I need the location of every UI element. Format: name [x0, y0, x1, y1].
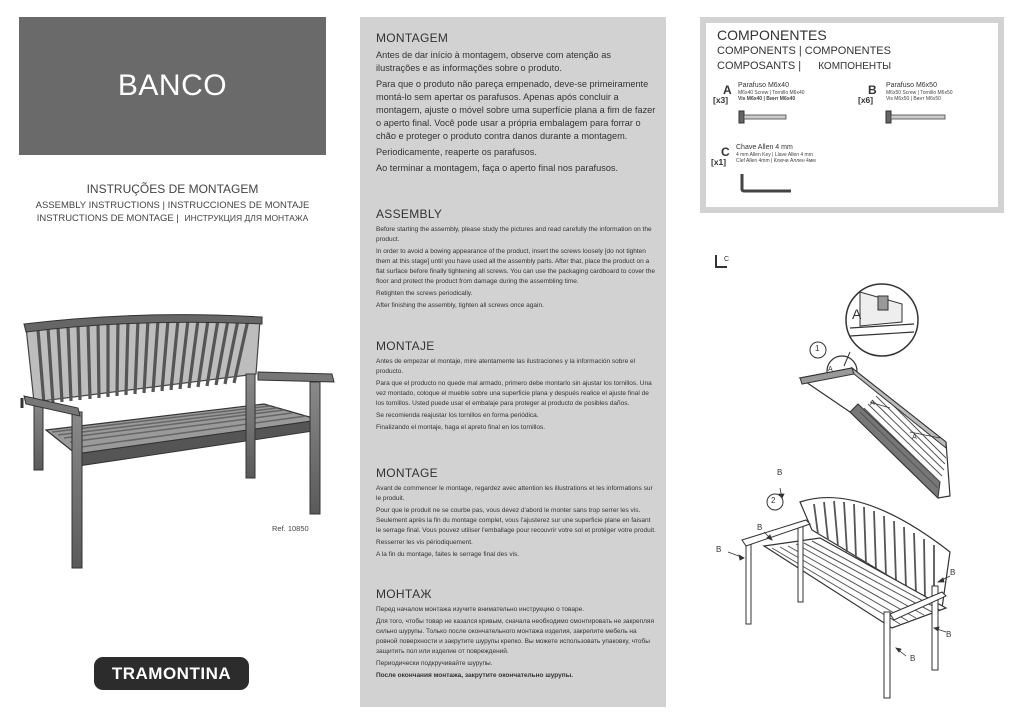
label-b-4: B — [950, 568, 956, 577]
section-es — [376, 339, 656, 435]
section-es-p4: Finalizando el montaje, haga el apreto final en los tornillos. — [376, 424, 546, 431]
component-b-qty: [x6] — [858, 95, 874, 105]
label-a-3: A — [912, 434, 917, 441]
components-sub-2-ru: КОМПОНЕНТЫ — [818, 61, 892, 72]
step-2-number: 2 — [771, 496, 776, 505]
section-pt-heading: MONTAGEM — [376, 31, 449, 45]
label-b-3: B — [716, 545, 722, 554]
product-title: BANCO — [117, 69, 228, 102]
section-es-p3: Se recomienda reajustar los tornillos en forma periódica. — [376, 412, 539, 419]
label-b-1: B — [777, 468, 783, 477]
title-banner — [19, 17, 326, 155]
component-a-qty: [x3] — [713, 95, 729, 105]
section-ru-p4: После окончания монтажа, закрутите окончательно шурупы. — [376, 672, 574, 679]
bench-illustration — [20, 312, 345, 574]
section-ru — [376, 587, 656, 683]
section-ru-heading: МОНТАЖ — [376, 587, 432, 601]
section-ru-p1: Перед началом монтажа изучите внимательно инструкцию о товаре. — [376, 606, 585, 613]
component-a-name: Parafuso M6x40 — [738, 82, 789, 89]
components-sub-2-fr: COMPOSANTS | — [717, 60, 802, 72]
instructions-line-1: ASSEMBLY INSTRUCTIONS | INSTRUCCIONES DE MONTAJE — [35, 200, 310, 211]
section-en-p1: Before starting the assembly, please study the pictures and read carefully the information on the product. — [376, 226, 652, 243]
section-pt-p4: Ao terminar a montagem, faça o aperto final nos parafusos. — [376, 163, 619, 173]
section-es-p2: Para que el producto no quede mal armado, primero debe montarlo sin ajustar los tornillos. Una vez montado, coloque el mueble sobre una superficie plana y después realice el ajuste final de los tornillos. Usted puede usar el embalaje para proteger al producto de posibles daños. — [376, 380, 652, 407]
section-pt-p1: Antes de dar início à montagem, observe com atenção as ilustrações e as informações sobre o produto. — [376, 50, 611, 73]
component-c-name: Chave Allen 4 mm — [736, 144, 793, 151]
screw-m6x40-icon — [738, 110, 788, 124]
component-c-letter: C — [721, 145, 730, 159]
section-pt-p3: Periodicamente, reaperte os parafusos. — [376, 147, 537, 157]
components-heading: COMPONENTES — [717, 27, 827, 43]
section-en-p2: In order to avoid a bowing appearance of the product, insert the screws loosely [do not tighten them at this stage] until you have used all the assembly parts. After that, place the product on a flat surface before finally tightening all screws. You can use the packaging cardboard to cover the floor and protect the product from damage during the assembling time. — [376, 248, 655, 285]
section-ru-p2: Для того, чтобы товар не казался кривым, сначала необходимо смонтировать не закрепляя сильно шурупы. Только после окончательного монтажа изделия, закрепите мебель на ровной поверхности и закрутите шурупы крепко. Вы можете использовать упаковку, чтобы защитить пол или изделие от повреждений. — [376, 618, 654, 655]
section-en-p4: After finishing the assembly, tighten all screws once again. — [376, 302, 544, 309]
reference-number: Ref. 10850 — [272, 524, 309, 533]
components-sub-2 — [717, 60, 891, 72]
section-fr-p4: A la fin du montage, faites le serrage final des vis. — [376, 551, 520, 558]
section-fr-p2: Pour que le produit ne se courbe pas, vous devez d'abord le monter sans trop serrer les vis. Seulement après la fin du montage complet, vous l'ajusterez sur une superficie plane en faisant le serrage final. Vous pouvez utiliser l'emballage pour recouvrir votre sol et protéger votre produit. — [376, 507, 656, 534]
component-a-letter: A — [723, 83, 732, 97]
instructions-heading-block — [19, 182, 326, 225]
tool-label: C — [724, 256, 730, 263]
instructions-line-2 — [19, 212, 326, 225]
section-pt — [376, 31, 656, 178]
instructions-line-2-ru: ИНСТРУКЦИЯ ДЛЯ МОНТАЖА — [184, 213, 309, 223]
component-c-line1: 4 mm Allen Key | Llave Allen 4 mm — [736, 152, 813, 158]
component-c-line2: Clef Allen 4mm | Ключи Аллен 4мм — [736, 158, 816, 164]
tramontina-logo: TRAMONTINA — [94, 657, 249, 690]
allen-key-icon — [738, 172, 794, 194]
section-en-p3: Retighten the screws periodically. — [376, 290, 473, 297]
section-fr — [376, 466, 656, 562]
component-a-line1: M6x40 Screw | Tornillo M6x40 — [738, 90, 805, 96]
section-es-p1: Antes de empezar el montaje, mire atentamente las ilustraciones y la información sobre el producto. — [376, 358, 636, 375]
label-b-2: B — [757, 523, 763, 532]
label-b-5: B — [946, 630, 952, 639]
section-en-heading: ASSEMBLY — [376, 207, 443, 221]
component-b-letter: B — [868, 83, 877, 97]
screw-m6x50-icon — [885, 110, 947, 124]
component-c-qty: [x1] — [711, 157, 727, 167]
components-sub-1: COMPONENTS | COMPONENTES — [717, 45, 891, 57]
component-b-line2: Vis M6x50 | Винт М6х50 — [886, 96, 941, 102]
section-es-heading: MONTAJE — [376, 339, 435, 353]
instructions-line-2-fr: INSTRUCTIONS DE MONTAGE | — [36, 213, 179, 224]
step-2-diagram — [720, 482, 980, 704]
section-fr-p1: Avant de commencer le montage, regardez avec attention les illustrations et les informations sur le produit. — [376, 485, 653, 502]
section-fr-heading: MONTAGE — [376, 466, 438, 480]
step-1-number: 1 — [815, 344, 820, 353]
component-b-name: Parafuso M6x50 — [886, 82, 937, 89]
step-1-diagram — [790, 282, 965, 502]
label-a-1: A — [828, 366, 833, 373]
label-b-6: B — [910, 654, 916, 663]
instructions-heading: INSTRUÇÕES DE MONTAGEM — [86, 182, 259, 196]
detail-label-a: A — [852, 306, 862, 322]
label-a-2: A — [870, 400, 875, 407]
section-fr-p3: Resserrer les vis périodiquement. — [376, 539, 473, 546]
section-en — [376, 207, 656, 313]
component-a-line2: Vis M6x40 | Винт М6х40 — [738, 96, 796, 102]
section-pt-p2: Para que o produto não pareça empenado, deve-se primeiramente montá-lo sem apertar os parafusos. Apenas após concluir a montagem, ajuste o móvel sobre uma superfície plana a fim de fazer o aperto final. Você pode usar a própria embalagem para forrar o chão e proteger o produto contra danos durante a montagem. — [376, 79, 656, 141]
section-ru-p3: Периодически подкручивайте шурупы. — [376, 660, 493, 667]
component-b-line1: M6x50 Screw | Tornillo M6x50 — [886, 90, 953, 96]
